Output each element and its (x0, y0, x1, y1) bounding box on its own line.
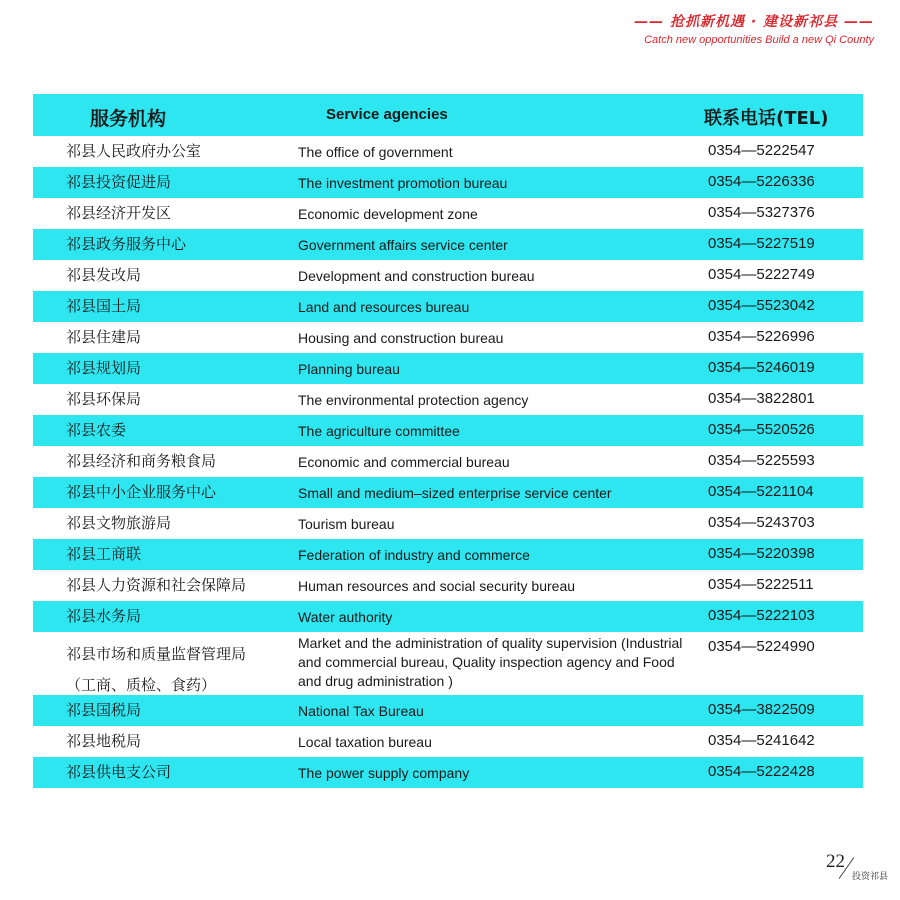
agency-name-en: The power supply company (298, 765, 470, 781)
agency-phone: 0354—5222511 (708, 576, 814, 593)
agency-name-zh: 祁县规划局 (66, 359, 142, 377)
slogan-english: Catch new opportunities Build a new Qi County (644, 34, 874, 46)
agency-name-en: Planning bureau (298, 361, 400, 377)
agency-name-en: The agriculture committee (298, 423, 460, 439)
agency-name-zh: 祁县地税局 (66, 732, 142, 750)
column-header-agency-zh: 服务机构 (90, 108, 167, 130)
table-row (33, 260, 863, 291)
agency-name-en: Small and medium–sized enterprise service center (298, 485, 612, 501)
table-row (33, 601, 863, 632)
agency-name-en: Economic development zone (298, 206, 478, 222)
agency-phone: 0354—3822509 (708, 701, 815, 718)
agency-name-en: The office of government (298, 144, 453, 160)
column-header-tel: 联系电话(TEL) (704, 108, 829, 129)
agency-name-zh: 祁县水务局 (66, 607, 142, 625)
agency-name-en: Development and construction bureau (298, 268, 535, 284)
agency-phone: 0354—5246019 (708, 359, 815, 376)
table-row (33, 136, 863, 167)
agency-name-en: Tourism bureau (298, 516, 395, 532)
agency-name-zh: 祁县国税局 (66, 701, 142, 719)
table-body (33, 136, 863, 788)
agency-phone: 0354—3822801 (708, 390, 815, 407)
agency-name-zh: 祁县人力资源和社会保障局 (66, 576, 247, 594)
table-row (33, 291, 863, 322)
agency-name-zh: 祁县政务服务中心 (66, 235, 187, 253)
agency-phone: 0354—5224990 (708, 638, 815, 655)
table-row (33, 757, 863, 788)
table-row (33, 384, 863, 415)
table-row (33, 726, 863, 757)
agency-name-zh: 祁县投资促进局 (66, 173, 172, 191)
table-row (33, 167, 863, 198)
agency-phone: 0354—5327376 (708, 204, 815, 221)
agency-name-en: National Tax Bureau (298, 703, 424, 719)
agency-name-zh: 祁县发改局 (66, 266, 142, 284)
agency-name-en: Government affairs service center (298, 237, 508, 253)
agency-phone: 0354—5222749 (708, 266, 815, 283)
agency-phone: 0354—5520526 (708, 421, 815, 438)
table-row (33, 508, 863, 539)
header-slogan (634, 12, 874, 48)
table-row (33, 695, 863, 726)
agency-name-zh: 祁县市场和质量监督管理局 （工商、质检、食药） (66, 645, 247, 694)
agency-name-en: Housing and construction bureau (298, 330, 504, 346)
agency-name-zh: 祁县住建局 (66, 328, 142, 346)
agency-name-en: Economic and commercial bureau (298, 454, 510, 470)
agency-name-en: Water authority (298, 609, 393, 625)
agency-phone: 0354—5523042 (708, 297, 815, 314)
agency-name-en: Market and the administration of quality supervision (Industrial and commercial bureau, Quality inspection agency and Food and drug administration ) (298, 635, 683, 689)
table-row (33, 198, 863, 229)
agency-name-zh: 祁县工商联 (66, 545, 142, 563)
agency-name-zh: 祁县人民政府办公室 (66, 142, 202, 160)
table-row (33, 539, 863, 570)
agency-phone: 0354—5226336 (708, 173, 815, 190)
agency-name-en: Federation of industry and commerce (298, 547, 530, 563)
agency-name-zh: 祁县环保局 (66, 390, 142, 408)
agency-name-zh: 祁县国土局 (66, 297, 142, 315)
agency-phone: 0354—5222103 (708, 607, 815, 624)
table-row (33, 353, 863, 384)
agency-name-zh: 祁县供电支公司 (66, 763, 172, 781)
page-number: 22 (826, 851, 845, 872)
page-label: 投资祁县 (852, 872, 889, 882)
agency-phone: 0354—5243703 (708, 514, 815, 531)
agency-phone: 0354—5227519 (708, 235, 815, 252)
table-header (33, 94, 863, 136)
table-row (33, 570, 863, 601)
agency-name-zh: 祁县文物旅游局 (66, 514, 172, 532)
agency-name-zh: 祁县中小企业服务中心 (66, 483, 217, 501)
agency-name-en: Human resources and social security bureau (298, 578, 576, 594)
agency-phone: 0354—5221104 (708, 483, 814, 500)
column-header-agency-en: Service agencies (326, 106, 448, 123)
agency-contact-table (33, 94, 863, 788)
table-row (33, 446, 863, 477)
agency-phone: 0354—5226996 (708, 328, 815, 345)
table-row (33, 415, 863, 446)
agency-phone: 0354—5225593 (708, 452, 815, 469)
table-row (33, 229, 863, 260)
slogan-chinese: —— 抢抓新机遇 · 建设新祁县 —— (634, 14, 874, 30)
agency-name-en: The environmental protection agency (298, 392, 529, 408)
agency-phone: 0354—5222547 (708, 142, 815, 159)
table-row (33, 322, 863, 353)
agency-name-en: Land and resources bureau (298, 299, 470, 315)
agency-name-zh: 祁县经济开发区 (66, 204, 172, 222)
agency-name-zh: 祁县经济和商务粮食局 (66, 452, 217, 470)
table-row (33, 632, 863, 695)
agency-name-en: Local taxation bureau (298, 734, 432, 750)
agency-name-zh: 祁县农委 (66, 421, 127, 439)
agency-name-en: The investment promotion bureau (298, 175, 508, 191)
agency-phone: 0354—5222428 (708, 763, 815, 780)
agency-phone: 0354—5241642 (708, 732, 815, 749)
table-row (33, 477, 863, 508)
agency-phone: 0354—5220398 (708, 545, 815, 562)
